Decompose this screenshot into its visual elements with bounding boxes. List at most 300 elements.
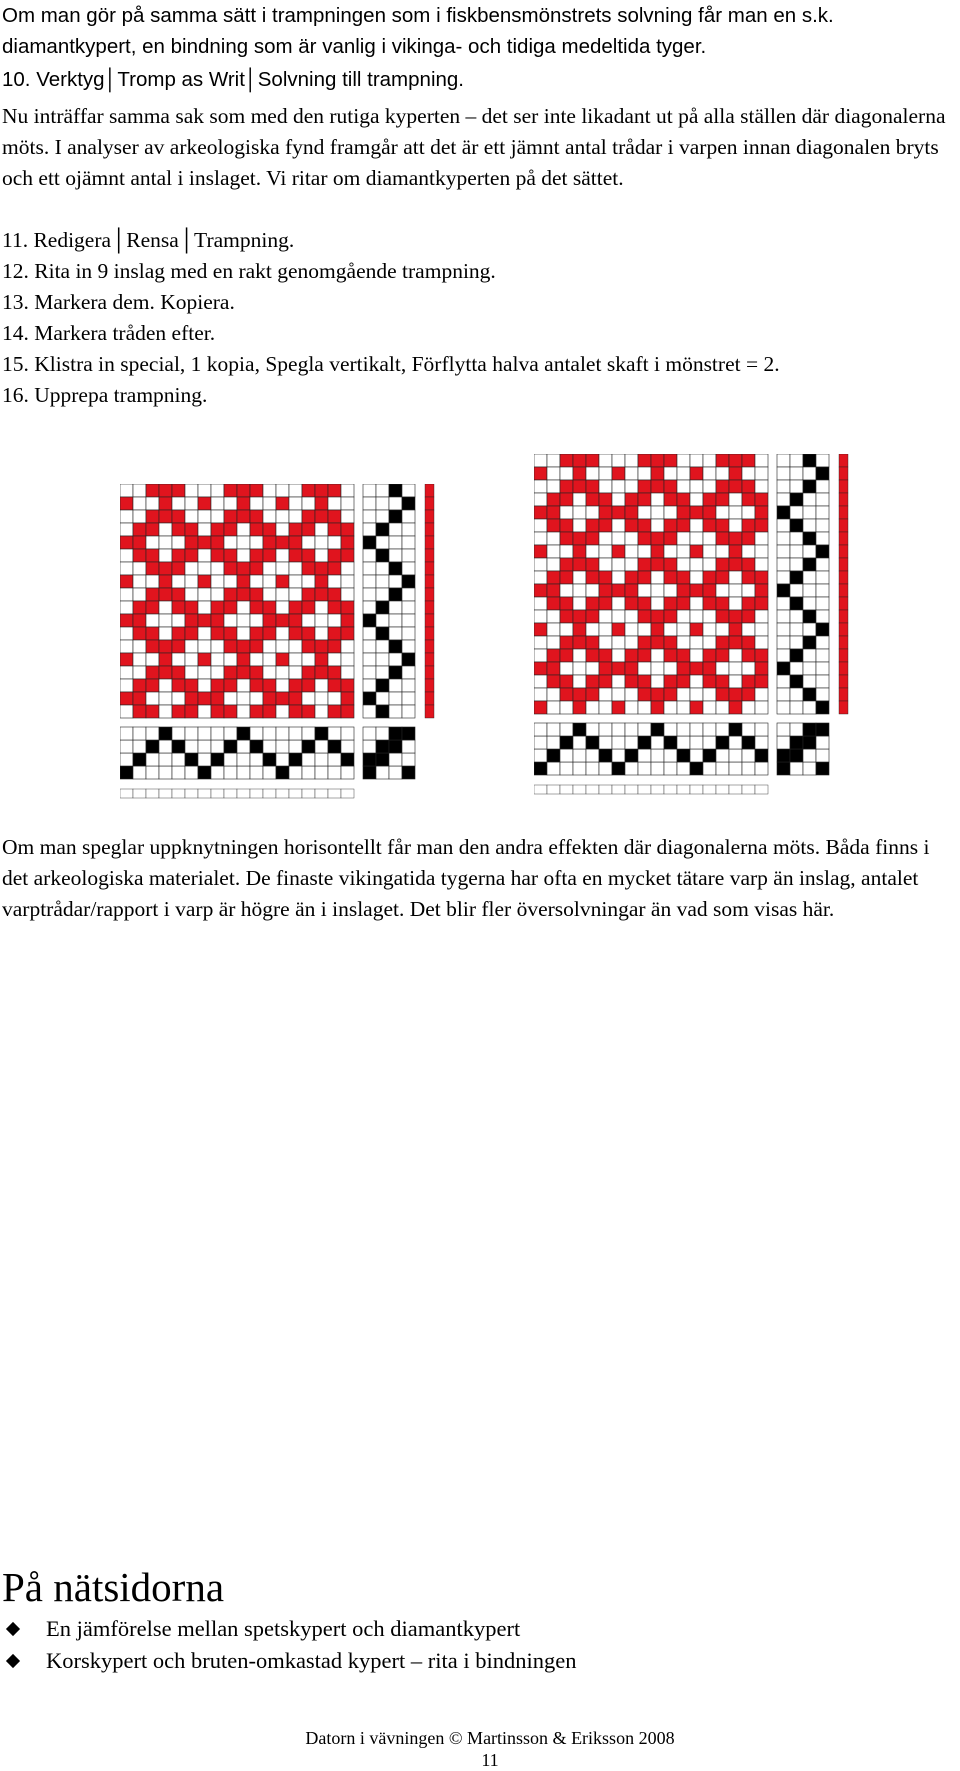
treadling-cell xyxy=(790,584,803,597)
drawdown-cell xyxy=(211,614,224,627)
drawdown-cell xyxy=(651,597,664,610)
treadling-cell xyxy=(777,688,790,701)
drawdown-cell xyxy=(328,497,341,510)
threading-cell xyxy=(328,740,341,753)
weft-color-cell xyxy=(839,662,848,675)
drawdown-cell xyxy=(172,549,185,562)
drawdown-cell xyxy=(729,688,742,701)
drawdown-cell xyxy=(638,649,651,662)
drawdown-cell xyxy=(250,588,263,601)
weft-color-cell xyxy=(839,545,848,558)
warp-color-cell xyxy=(560,785,573,794)
threading-cell xyxy=(586,749,599,762)
treadling-cell xyxy=(816,506,829,519)
drawdown-cell xyxy=(755,558,768,571)
drawdown-cell xyxy=(133,523,146,536)
drawdown-cell xyxy=(172,588,185,601)
drawdown-cell xyxy=(263,484,276,497)
link-item[interactable] xyxy=(2,1645,577,1677)
drawdown-cell xyxy=(120,536,133,549)
drawdown-cell xyxy=(599,480,612,493)
threading-cell xyxy=(289,727,302,740)
drawdown-cell xyxy=(677,506,690,519)
drawdown-cell xyxy=(638,558,651,571)
drawdown-cell xyxy=(198,510,211,523)
drawdown-cell xyxy=(159,640,172,653)
treadling-cell xyxy=(777,558,790,571)
drawdown-cell xyxy=(742,675,755,688)
threading-cell xyxy=(651,749,664,762)
drawdown-cell xyxy=(276,536,289,549)
drawdown-cell xyxy=(211,692,224,705)
drawdown-cell xyxy=(289,692,302,705)
threading-cell xyxy=(211,740,224,753)
threading-cell xyxy=(677,736,690,749)
drawdown-cell xyxy=(302,562,315,575)
drawdown-cell xyxy=(755,545,768,558)
drawdown-cell xyxy=(302,497,315,510)
drawdown-cell xyxy=(547,571,560,584)
drawdown-cell xyxy=(677,584,690,597)
drawdown-cell xyxy=(703,545,716,558)
drawdown-cell xyxy=(573,688,586,701)
treadling-cell xyxy=(790,545,803,558)
drawdown-cell xyxy=(133,627,146,640)
drawdown-cell xyxy=(146,666,159,679)
drawdown-cell xyxy=(703,519,716,532)
drawdown-cell xyxy=(651,480,664,493)
threading-cell xyxy=(250,740,263,753)
drawdown-cell xyxy=(677,662,690,675)
drawdown-cell xyxy=(172,614,185,627)
threading-cell xyxy=(315,727,328,740)
drawdown-cell xyxy=(289,562,302,575)
threading-cell xyxy=(289,753,302,766)
threading-cell xyxy=(146,766,159,779)
drawdown-cell xyxy=(729,584,742,597)
treadling-cell xyxy=(803,493,816,506)
drawdown-cell xyxy=(276,679,289,692)
drawdown-cell xyxy=(172,692,185,705)
tieup-cell xyxy=(777,749,790,762)
drawdown-cell xyxy=(263,575,276,588)
drawdown-cell xyxy=(120,601,133,614)
drawdown-cell xyxy=(664,506,677,519)
drawdown-cell xyxy=(185,497,198,510)
treadling-cell xyxy=(389,523,402,536)
threading-cell xyxy=(328,766,341,779)
drawdown-cell xyxy=(625,467,638,480)
treadling-cell xyxy=(777,610,790,623)
footer-credit: Datorn i vävningen © Martinsson & Eriksson 2008 xyxy=(305,1728,675,1748)
drawdown-cell xyxy=(211,679,224,692)
drawdown-cell xyxy=(586,571,599,584)
drawdown-cell xyxy=(716,675,729,688)
threading-cell xyxy=(729,723,742,736)
drawdown-cell xyxy=(250,523,263,536)
threading-cell xyxy=(133,727,146,740)
threading-cell xyxy=(638,762,651,775)
drawdown-cell xyxy=(742,467,755,480)
treadling-cell xyxy=(389,549,402,562)
drawdown-cell xyxy=(185,705,198,718)
drawdown-cell xyxy=(224,705,237,718)
drawdown-cell xyxy=(159,523,172,536)
drawdown-cell xyxy=(133,601,146,614)
threading-cell xyxy=(237,766,250,779)
drawdown-cell xyxy=(599,636,612,649)
drawdown-cell xyxy=(703,610,716,623)
warp-color-cell xyxy=(289,789,302,798)
treadling-cell xyxy=(363,588,376,601)
drawdown-cell xyxy=(742,610,755,623)
drawdown-cell xyxy=(612,662,625,675)
step-14: 14. Markera tråden efter. xyxy=(2,321,216,345)
treadling-cell xyxy=(376,640,389,653)
warp-color-cell xyxy=(625,785,638,794)
drawdown-cell xyxy=(289,679,302,692)
drawdown-cell xyxy=(341,575,354,588)
drawdown-cell xyxy=(651,454,664,467)
drawdown-cell xyxy=(172,523,185,536)
threading-cell xyxy=(586,762,599,775)
treadling-cell xyxy=(777,649,790,662)
drawdown-cell xyxy=(263,666,276,679)
warp-color-cell xyxy=(547,785,560,794)
threading-cell xyxy=(729,762,742,775)
drawdown-cell xyxy=(703,636,716,649)
drawdown-cell xyxy=(146,575,159,588)
drawdown-cell xyxy=(612,493,625,506)
weft-color-cell xyxy=(425,562,434,575)
drawdown-cell xyxy=(703,701,716,714)
treadling-cell xyxy=(803,701,816,714)
drawdown-cell xyxy=(599,558,612,571)
drawdown-cell xyxy=(159,666,172,679)
warp-color-cell xyxy=(224,789,237,798)
drawdown-cell xyxy=(599,519,612,532)
threading-cell xyxy=(120,766,133,779)
drawdown-cell xyxy=(573,701,586,714)
treadling-cell xyxy=(402,536,415,549)
treadling-cell xyxy=(402,614,415,627)
treadling-cell xyxy=(777,454,790,467)
drawdown-cell xyxy=(664,701,677,714)
warp-color-cell xyxy=(651,785,664,794)
drawdown-cell xyxy=(341,640,354,653)
drawdown-cell xyxy=(185,679,198,692)
threading-cell xyxy=(612,762,625,775)
threading-cell xyxy=(703,762,716,775)
treadling-cell xyxy=(777,701,790,714)
treadling-cell xyxy=(389,653,402,666)
drawdown-cell xyxy=(133,588,146,601)
weft-color-cell xyxy=(425,588,434,601)
warp-color-cell xyxy=(263,789,276,798)
treadling-cell xyxy=(816,545,829,558)
warp-color-cell xyxy=(677,785,690,794)
drawdown-cell xyxy=(716,506,729,519)
treadling-cell xyxy=(376,653,389,666)
drawdown-cell xyxy=(159,562,172,575)
drawdown-cell xyxy=(703,675,716,688)
drawdown-cell xyxy=(198,640,211,653)
drawdown-cell xyxy=(276,562,289,575)
treadling-cell xyxy=(402,510,415,523)
threading-cell xyxy=(716,762,729,775)
drawdown-cell xyxy=(185,536,198,549)
treadling-cell xyxy=(402,640,415,653)
drawdown-cell xyxy=(612,467,625,480)
threading-cell xyxy=(651,762,664,775)
drawdown-cell xyxy=(755,675,768,688)
drawdown-cell xyxy=(341,562,354,575)
drawdown-cell xyxy=(625,493,638,506)
drawdown-cell xyxy=(690,519,703,532)
drawdown-cell xyxy=(664,493,677,506)
treadling-cell xyxy=(803,467,816,480)
weft-color-cell xyxy=(425,510,434,523)
drawdown-cell xyxy=(133,497,146,510)
drawdown-cell xyxy=(573,532,586,545)
threading-cell xyxy=(341,740,354,753)
drawdown-cell xyxy=(573,493,586,506)
drawdown-cell xyxy=(534,532,547,545)
tieup-cell xyxy=(790,723,803,736)
drawdown-cell xyxy=(250,640,263,653)
drawdown-cell xyxy=(276,510,289,523)
drawdown-cell xyxy=(612,597,625,610)
drawdown-cell xyxy=(729,649,742,662)
drawdown-cell xyxy=(586,623,599,636)
drawdown-cell xyxy=(224,523,237,536)
threading-cell xyxy=(560,723,573,736)
drawdown-cell xyxy=(599,454,612,467)
threading-cell xyxy=(237,753,250,766)
drawdown-cell xyxy=(651,571,664,584)
warp-color-cell xyxy=(341,789,354,798)
drawdown-cell xyxy=(586,688,599,701)
tieup-cell xyxy=(803,749,816,762)
drawdown-cell xyxy=(341,627,354,640)
warp-color-cell xyxy=(250,789,263,798)
drawdown-cell xyxy=(729,454,742,467)
drawdown-cell xyxy=(250,601,263,614)
drawdown-cell xyxy=(534,454,547,467)
threading-cell xyxy=(224,766,237,779)
analysis-body: I analyser av arkeologiska fynd framgår att det är ett jämnt antal trådar i varpen innan diagonalen bryts och ett ojämnt antal i inslaget. Vi ritar om diamantkyperten på det sättet. xyxy=(2,135,939,190)
drawdown-cell xyxy=(716,597,729,610)
drawdown-cell xyxy=(690,480,703,493)
weft-color-cell xyxy=(425,705,434,718)
threading-cell xyxy=(690,762,703,775)
drawdown-cell xyxy=(328,666,341,679)
treadling-cell xyxy=(777,636,790,649)
drawdown-cell xyxy=(534,558,547,571)
weft-color-cell xyxy=(839,454,848,467)
drawdown-cell xyxy=(690,558,703,571)
drawdown-cell xyxy=(534,701,547,714)
drawdown-cell xyxy=(185,562,198,575)
drawdown-cell xyxy=(677,493,690,506)
drawdown-cell xyxy=(716,584,729,597)
threading-cell xyxy=(211,766,224,779)
drawdown-cell xyxy=(289,575,302,588)
threading-cell xyxy=(716,723,729,736)
drawdown-cell xyxy=(328,562,341,575)
treadling-cell xyxy=(816,623,829,636)
treadling-cell xyxy=(402,549,415,562)
drawdown-cell xyxy=(172,510,185,523)
drawdown-cell xyxy=(716,571,729,584)
tieup-cell xyxy=(389,753,402,766)
drawdown-cell xyxy=(211,536,224,549)
threading-cell xyxy=(185,753,198,766)
drawdown-cell xyxy=(146,627,159,640)
drawdown-cell xyxy=(276,653,289,666)
threading-cell xyxy=(586,723,599,736)
drawdown-cell xyxy=(211,705,224,718)
drawdown-cell xyxy=(586,662,599,675)
drawdown-cell xyxy=(586,558,599,571)
drawdown-cell xyxy=(599,597,612,610)
drawdown-cell xyxy=(263,562,276,575)
threading-cell xyxy=(560,749,573,762)
drawdown-cell xyxy=(289,497,302,510)
drawdown-cell xyxy=(625,662,638,675)
drawdown-cell xyxy=(586,493,599,506)
weft-color-cell xyxy=(425,523,434,536)
drawdown-cell xyxy=(755,688,768,701)
warp-color-cell xyxy=(755,785,768,794)
drawdown-cell xyxy=(224,653,237,666)
drawdown-cell xyxy=(599,623,612,636)
drawdown-cell xyxy=(547,532,560,545)
treadling-cell xyxy=(790,506,803,519)
drawdown-cell xyxy=(599,610,612,623)
drawdown-cell xyxy=(560,597,573,610)
drawdown-cell xyxy=(328,679,341,692)
threading-cell xyxy=(146,727,159,740)
warp-color-cell xyxy=(133,789,146,798)
drawdown-cell xyxy=(716,558,729,571)
drawdown-cell xyxy=(224,679,237,692)
drawdown-cell xyxy=(315,705,328,718)
threading-cell xyxy=(690,723,703,736)
drawdown-cell xyxy=(146,601,159,614)
drawdown-cell xyxy=(237,640,250,653)
drawdown-cell xyxy=(612,454,625,467)
drawdown-cell xyxy=(224,484,237,497)
warp-color-cell xyxy=(716,785,729,794)
drawdown-cell xyxy=(328,484,341,497)
drawdown-cell xyxy=(133,692,146,705)
drawdown-cell xyxy=(547,545,560,558)
drawdown-cell xyxy=(534,467,547,480)
drawdown-cell xyxy=(341,679,354,692)
drawdown-cell xyxy=(625,454,638,467)
drawdown-cell xyxy=(573,584,586,597)
diamond-bullet-icon xyxy=(6,1654,20,1668)
drawdown-cell xyxy=(289,666,302,679)
drawdown-cell xyxy=(677,558,690,571)
drawdown-cell xyxy=(742,688,755,701)
drawdown-cell xyxy=(625,597,638,610)
drawdown-cell xyxy=(664,623,677,636)
drawdown-cell xyxy=(172,640,185,653)
treadling-cell xyxy=(376,562,389,575)
drawdown-cell xyxy=(289,601,302,614)
treadling-cell xyxy=(816,675,829,688)
threading-cell xyxy=(159,766,172,779)
drawdown-cell xyxy=(638,480,651,493)
drawdown-cell xyxy=(690,662,703,675)
drawdown-cell xyxy=(146,679,159,692)
drawdown-cell xyxy=(586,454,599,467)
treadling-cell xyxy=(790,662,803,675)
drawdown-cell xyxy=(755,636,768,649)
threading-cell xyxy=(159,740,172,753)
treadling-cell xyxy=(363,536,376,549)
drawdown-cell xyxy=(638,701,651,714)
drawdown-cell xyxy=(211,653,224,666)
treadling-cell xyxy=(803,610,816,623)
drawdown-cell xyxy=(263,497,276,510)
treadling-cell xyxy=(790,623,803,636)
drawdown-cell xyxy=(146,484,159,497)
drawdown-cell xyxy=(237,588,250,601)
drawdown-cell xyxy=(185,640,198,653)
drawdown-cell xyxy=(573,636,586,649)
treadling-cell xyxy=(803,519,816,532)
step-13: 13. Markera dem. Kopiera. xyxy=(2,290,235,314)
treadling-cell xyxy=(803,480,816,493)
drawdown-cell xyxy=(703,584,716,597)
link-item[interactable] xyxy=(2,1613,577,1645)
weft-color-cell xyxy=(839,571,848,584)
drawdown-cell xyxy=(120,679,133,692)
drawdown-cell xyxy=(703,493,716,506)
weft-color-cell xyxy=(839,675,848,688)
drawdown-cell xyxy=(302,614,315,627)
treadling-cell xyxy=(790,480,803,493)
drawdown-cell xyxy=(289,653,302,666)
threading-cell xyxy=(534,762,547,775)
drawdown-cell xyxy=(133,640,146,653)
drawdown-cell xyxy=(547,675,560,688)
drawdown-cell xyxy=(328,627,341,640)
drawdown-cell xyxy=(625,532,638,545)
drawdown-cell xyxy=(211,588,224,601)
drawdown-cell xyxy=(703,571,716,584)
threading-cell xyxy=(573,749,586,762)
weft-color-cell xyxy=(425,640,434,653)
threading-cell xyxy=(599,723,612,736)
weft-color-cell xyxy=(839,519,848,532)
drawdown-cell xyxy=(315,679,328,692)
drawdown-cell xyxy=(742,571,755,584)
drawdown-cell xyxy=(586,467,599,480)
drawdown-cell xyxy=(120,692,133,705)
step-12: 12. Rita in 9 inslag med en rakt genomgående trampning. xyxy=(2,259,496,283)
treadling-cell xyxy=(790,571,803,584)
drawdown-cell xyxy=(703,558,716,571)
drawdown-cell xyxy=(534,675,547,688)
drawdown-cell xyxy=(755,649,768,662)
treadling-cell xyxy=(376,510,389,523)
drawdown-cell xyxy=(599,545,612,558)
drawdown-cell xyxy=(560,480,573,493)
